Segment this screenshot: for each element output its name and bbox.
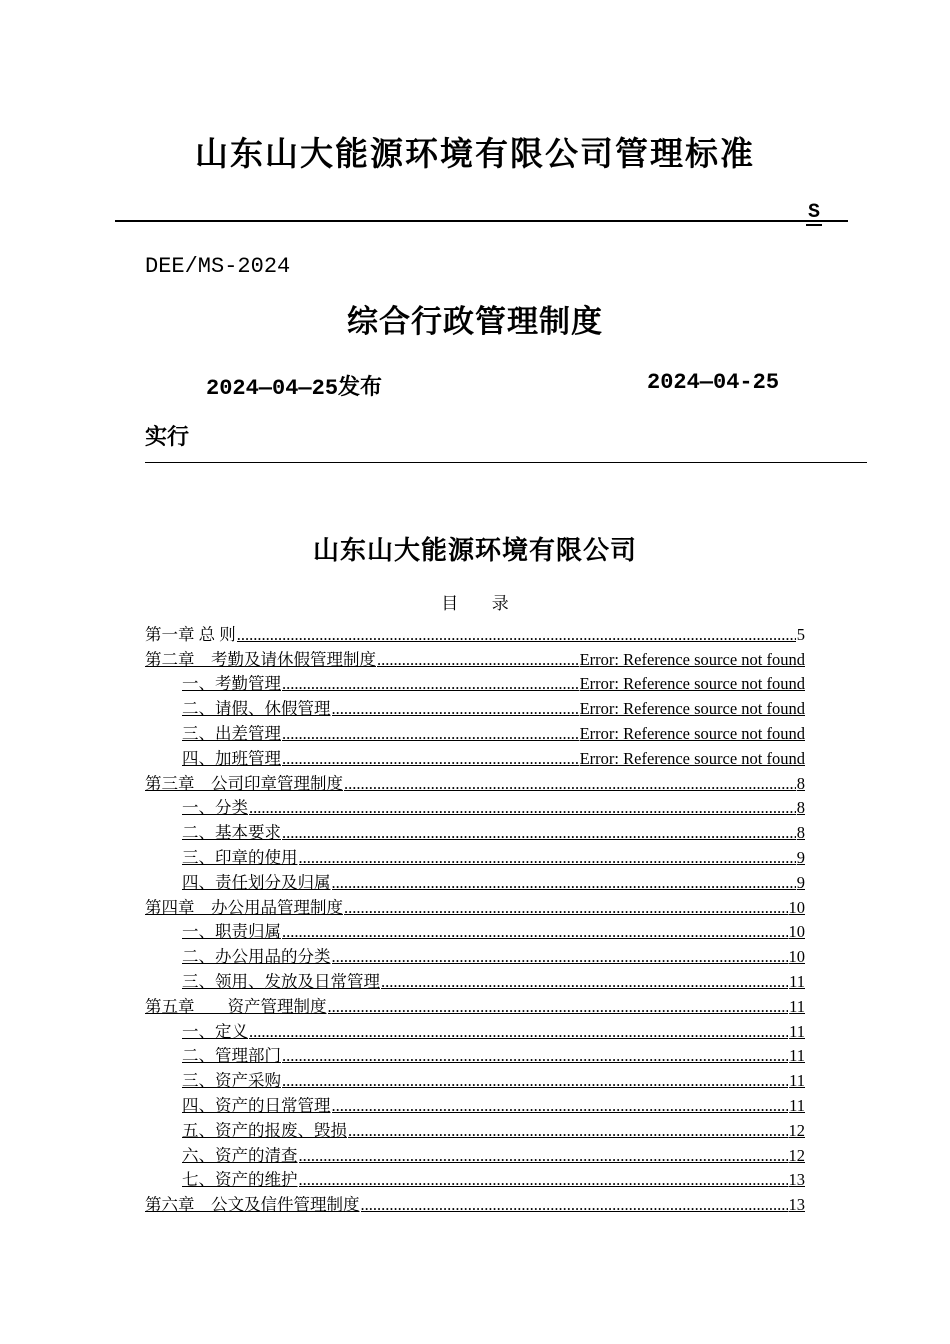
toc-entry-label: 一、职责归属 — [182, 922, 281, 942]
toc-entry-page: 10 — [788, 947, 805, 967]
toc-entry-label: 第五章 资产管理制度 — [145, 996, 327, 1016]
toc-leader — [282, 1071, 788, 1091]
toc-leader — [348, 1121, 788, 1141]
toc-leader — [299, 1146, 788, 1166]
toc-leader — [282, 674, 579, 694]
header-divider — [115, 220, 848, 222]
toc-entry[interactable] — [145, 868, 805, 893]
effective-date: 2024—04-25 — [647, 370, 780, 395]
toc-entry-page: 11 — [789, 1046, 805, 1066]
toc-entry-label: 二、办公用品的分类 — [182, 947, 331, 967]
toc-entry[interactable] — [145, 670, 805, 695]
toc-leader — [282, 724, 579, 744]
toc-entry-label: 四、加班管理 — [182, 748, 281, 768]
toc-entry-page: 13 — [788, 1195, 805, 1215]
toc-entry-page: Error: Reference source not found — [579, 699, 805, 719]
toc-leader — [249, 1022, 788, 1042]
toc-entry-label: 一、定义 — [182, 1021, 248, 1041]
toc-entry-page: 5 — [796, 624, 805, 644]
toc-leader — [381, 972, 788, 992]
toc-entry-page: 8 — [796, 773, 805, 793]
toc-entry[interactable] — [145, 1066, 805, 1091]
toc-entry[interactable] — [145, 645, 805, 670]
toc-entry-label: 五、资产的报废、毁损 — [182, 1120, 347, 1140]
toc-entry-label: 二、管理部门 — [182, 1046, 281, 1066]
toc-leader — [332, 947, 788, 967]
toc-leader — [237, 625, 796, 645]
toc-leader — [282, 1046, 788, 1066]
standard-code: S — [808, 201, 821, 224]
toc-leader — [299, 1170, 788, 1190]
toc-leader — [377, 650, 579, 670]
toc-leader — [332, 699, 579, 719]
toc-entry-page: Error: Reference source not found — [579, 723, 805, 743]
toc-entry-page: 11 — [789, 1071, 805, 1091]
toc-entry[interactable] — [145, 769, 805, 794]
toc-entry-page: 11 — [789, 1095, 805, 1115]
document-number: DEE/MS-2024 — [145, 254, 291, 279]
toc-entry-label: 七、资产的维护 — [182, 1170, 298, 1190]
toc-entry[interactable] — [145, 967, 805, 992]
toc-leader — [249, 798, 796, 818]
toc-entry[interactable] — [145, 794, 805, 819]
toc-leader — [344, 898, 788, 918]
toc-entry-label: 第一章 总 则 — [145, 624, 236, 644]
date-divider — [145, 462, 867, 463]
effective-label: 实行 — [145, 424, 190, 450]
toc-entry[interactable] — [145, 1166, 805, 1191]
toc-entry[interactable] — [145, 1042, 805, 1067]
toc-entry-page: 11 — [789, 996, 805, 1016]
toc-entry-page: 12 — [788, 1120, 805, 1140]
toc-entry-page: 10 — [788, 922, 805, 942]
toc-entry[interactable] — [145, 843, 805, 868]
toc-leader — [332, 1096, 789, 1116]
toc-entry[interactable] — [145, 620, 805, 645]
toc-leader — [282, 823, 796, 843]
toc-entry-label: 三、资产采购 — [182, 1071, 281, 1091]
toc-leader — [282, 922, 788, 942]
toc-entry-label: 第三章 公司印章管理制度 — [145, 773, 343, 793]
toc-entry[interactable] — [145, 1017, 805, 1042]
publish-date: 2024—04—25发布 — [206, 376, 383, 401]
toc-entry-label: 第二章 考勤及请休假管理制度 — [145, 649, 376, 669]
toc-entry-page: 11 — [789, 1021, 805, 1041]
toc-leader — [332, 873, 796, 893]
toc-entry-label: 三、领用、发放及日常管理 — [182, 971, 380, 991]
toc-entry[interactable] — [145, 1190, 805, 1215]
toc-leader — [361, 1195, 788, 1215]
toc-entry[interactable] — [145, 1141, 805, 1166]
toc-entry-page: Error: Reference source not found — [579, 649, 805, 669]
toc-entry-page: 13 — [788, 1170, 805, 1190]
toc-entry[interactable] — [145, 694, 805, 719]
document-title: 综合行政管理制度 — [347, 304, 603, 340]
toc-entry-page: 9 — [796, 847, 805, 867]
toc-entry[interactable] — [145, 942, 805, 967]
toc-entry-label: 一、考勤管理 — [182, 674, 281, 694]
toc-leader — [299, 848, 796, 868]
toc-entry-label: 第六章 公文及信件管理制度 — [145, 1195, 360, 1215]
toc-entry-page: 11 — [789, 971, 805, 991]
toc-entry-label: 二、请假、休假管理 — [182, 699, 331, 719]
toc-entry-page: 8 — [796, 823, 805, 843]
toc-entry[interactable] — [145, 719, 805, 744]
toc-entry-page: 8 — [796, 798, 805, 818]
toc-entry[interactable] — [145, 1116, 805, 1141]
company-name: 山东山大能源环境有限公司 — [312, 536, 637, 566]
toc-entry-label: 四、资产的日常管理 — [182, 1095, 331, 1115]
toc-entry-label: 第四章 办公用品管理制度 — [145, 897, 343, 917]
toc-entry-label: 六、资产的清查 — [182, 1145, 298, 1165]
toc-entry[interactable] — [145, 893, 805, 918]
toc-entry-page: 9 — [796, 872, 805, 892]
toc-leader — [282, 749, 579, 769]
toc-leader — [344, 774, 796, 794]
toc-entry-label: 一、分类 — [182, 798, 248, 818]
toc-entry-label: 二、基本要求 — [182, 823, 281, 843]
toc-entry[interactable] — [145, 918, 805, 943]
toc-entry-label: 三、出差管理 — [182, 723, 281, 743]
toc-entry-page: Error: Reference source not found — [579, 748, 805, 768]
toc-entry-page: 12 — [788, 1145, 805, 1165]
toc-entry-label: 三、印章的使用 — [182, 847, 298, 867]
toc-entry-page: Error: Reference source not found — [579, 674, 805, 694]
toc-entry[interactable] — [145, 992, 805, 1017]
toc-entry[interactable] — [145, 818, 805, 843]
toc-entry[interactable] — [145, 744, 805, 769]
table-of-contents — [145, 620, 805, 1215]
toc-heading: 目 录 — [441, 594, 523, 614]
toc-entry[interactable] — [145, 1091, 805, 1116]
standard-title: 山东山大能源环境有限公司管理标准 — [195, 134, 755, 173]
toc-entry-page: 10 — [788, 897, 805, 917]
toc-entry-label: 四、责任划分及归属 — [182, 872, 331, 892]
toc-leader — [328, 997, 789, 1017]
